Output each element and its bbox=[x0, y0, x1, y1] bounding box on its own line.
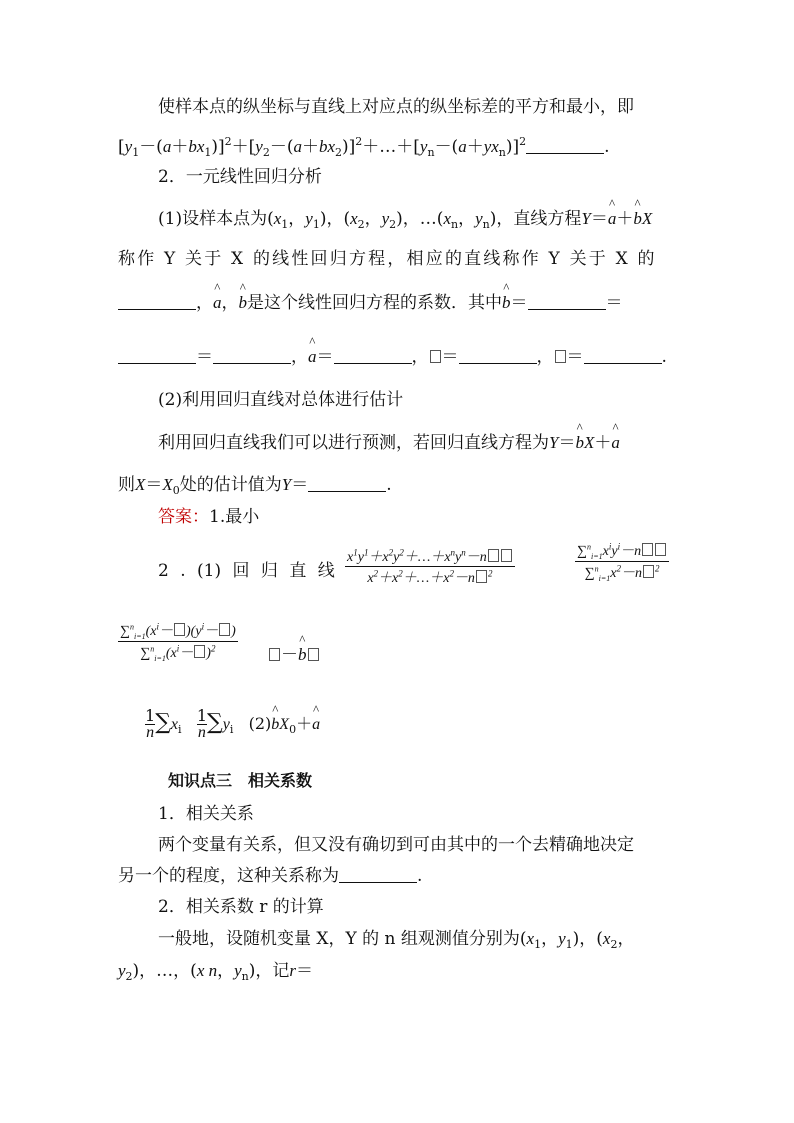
paragraph-line: 则$X=X_0$处的估计值为Y＝ . bbox=[118, 475, 392, 497]
missing-glyph-icon bbox=[430, 350, 441, 363]
fraction-formula: $x^1y^1+x^2y^2+\dots+x^ny^n-n$ $x^2+x^2+\dots+x^2-n$ $^2$ bbox=[345, 546, 515, 587]
paragraph-line: 两个变量有关系，但又没有确切到可由其中的一个去精确地决定 bbox=[158, 835, 634, 855]
answer-blank bbox=[118, 293, 196, 310]
answer-line: 2 . (1) 回 归 直 线 bbox=[158, 561, 335, 581]
paragraph-line: (2)利用回归直线对总体进行估计 bbox=[158, 390, 404, 410]
answer-blank bbox=[308, 475, 386, 492]
section-heading: 2．一元线性回归分析 bbox=[158, 167, 322, 187]
answer-blank bbox=[118, 347, 196, 364]
section-title: 知识点三 相关系数 bbox=[168, 771, 313, 790]
paragraph-line: ，^ a，^ b是这个线性回归方程的系数．其中^ b＝ ＝ bbox=[118, 292, 623, 314]
answer-blank bbox=[334, 347, 412, 364]
answer-blank bbox=[213, 347, 291, 364]
paragraph-line: $y_2$)，…，(x n，$y_n$)，记r＝ bbox=[118, 961, 314, 983]
answer-blank bbox=[526, 137, 604, 154]
answer-blank bbox=[339, 866, 417, 883]
section-heading: 2．相关系数 r 的计算 bbox=[158, 897, 324, 917]
answer-blank bbox=[528, 293, 606, 310]
answer-line: 答案：1.最小 bbox=[158, 507, 260, 527]
formula-line: ＝ ，^ a＝ ， ＝ ， ＝ . bbox=[118, 346, 667, 368]
fraction-formula: $\sum^n_{i=1}x^iy^i-n$ $\sum^n_{i=1}x^2-n$ $^2$ bbox=[575, 540, 669, 583]
paragraph-line: (1)设样本点为($x_1$，$y_1$)，($x_2$，$y_2$)，$\dots(x_n$，$y_n$)，直线方程Y＝^ a＋^ bX bbox=[158, 208, 652, 236]
paragraph-line: 称作 Y 关于 X 的线性回归方程，相应的直线称作 Y 关于 X 的 bbox=[118, 249, 657, 269]
formula-line: $\frac{1}{n}$ $\sum x_i$ $\frac{1}{n}$ $\sum y_i$ (2)^ $bX_0+\^{}$ a bbox=[145, 708, 320, 741]
missing-glyph-icon bbox=[555, 350, 566, 363]
fraction-formula: $\frac{\sum^n_{i=1}(x^i- )(y^i- )}{\sum^n_{i=1}(x^i- )^2}$ bbox=[120, 621, 236, 663]
formula-line: －^ b bbox=[268, 644, 320, 666]
formula-line: $[y_1-(a+bx_1)]^2+[y_2-(a+bx_2)]^2+\dots+[y_n-(a+yx_n)]^2$ . bbox=[118, 135, 610, 159]
paragraph-line: 另一个的程度，这种关系称为 . bbox=[118, 866, 423, 886]
paragraph-line: 利用回归直线我们可以进行预测，若回归直线方程为Y＝^ bX＋^ a bbox=[158, 432, 620, 454]
answer-blank bbox=[584, 347, 662, 364]
section-heading: 1．相关关系 bbox=[158, 804, 254, 824]
paragraph-line: 一般地，设随机变量 X，Y 的 n 组观测值分别为($x_1$，$y_1$)，($x_2$， bbox=[158, 929, 635, 951]
paragraph-line: 使样本点的纵坐标与直线上对应点的纵坐标差的平方和最小，即 bbox=[158, 97, 634, 117]
answer-blank bbox=[459, 347, 537, 364]
